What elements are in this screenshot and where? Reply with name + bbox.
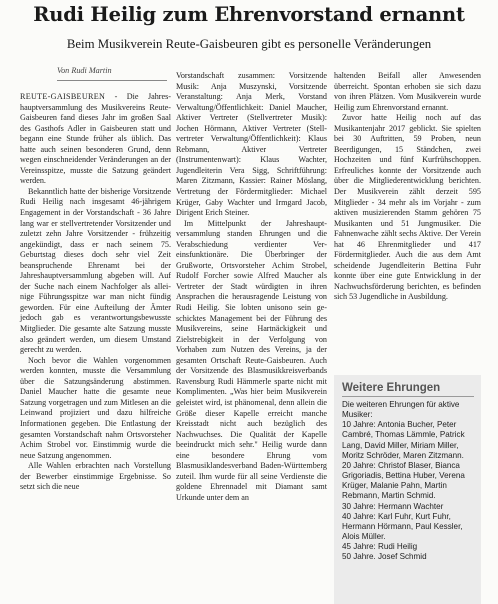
article-column-1: [20, 92, 171, 493]
article-paragraph: Zuvor hatte Heilig noch auf das Musikantenjahr 2017 geblickt. Sie spielten bei 30 Auftritten, 59 Proben, neun Beerdigungen, 15 Ständchen, zwei Hochzeiten und fünf Kurfrühschoppen. Erfreuliches konnte der Vorsitzende auch über die Mitgliederentwicklung berichten. Der Musikverein zählt derzeit 595 Mitglieder - 34 mehr als im Vorjahr - zum aktiven musizierenden Stamm gehören 75 Musikanten und 51 Jungmusiker. Die Fahnenwache zählt sechs Aktive. Der Verein hat 46 Ehrenmitglieder und 417 Fördermitglieder. Auch die aus dem Amt scheidende Jugendleiterin Bettina Fuhr konnte über eine gute Entwicklung in der Nachwuchsförderung berichten, es befinden sich 53 Jugendliche in Ausbildung.: [334, 113, 481, 302]
sidebar-intro: Die weiteren Ehrungen für aktive Musiker:: [342, 400, 460, 420]
honor-entry: 40 Jahre: Karl Fuhr, Kurt Fuhr, Hermann Hörmann, Paul Kessler, Alois Müller.: [342, 511, 463, 542]
sidebar-body: [342, 400, 474, 563]
sidebar-divider: [342, 396, 474, 397]
article-column-3: [334, 71, 481, 303]
article-headline: Rudi Heilig zum Ehrenvorstand ernannt: [33, 3, 465, 26]
article-subhead: Beim Musikverein Reute-Gaisbeuren gibt es personelle Veränderungen: [66, 37, 432, 51]
honor-entry: 30 Jahre: Hermann Wachter: [342, 501, 444, 511]
article-paragraph: Bekanntlich hatte der bisherige Vorsitzende Rudi Heilig nach insgesamt 46-jährigem Engagement in der Vorstandschaft - 36 Jahre lang war er stellvertretender Vorsitzender und zuletzt zehn Jahre Vorsitzender - frühzeitig angekündigt, dass er nach seinem 75. Geburtstag dieses doch sehr viel Zeit beanspruchende Ehrenamt bei der Jahreshauptversammlung abgeben will. Auf der Suche nach einem Nachfolger als alleinige Führungsspitze war man nicht fündig geworden. Für eine Aufteilung der Ämter jedoch gab es verantwortungsbewusste Mitglieder. Die gesamte alte Satzung musste also geändert werden, um diesem Umstand gerecht zu werden.: [20, 186, 171, 355]
article-paragraph: haltenden Beifall aller Anwesenden überreicht. Spontan erhoben sie sich dazu von ihren Plätzen. Vom Musikverein wurde Heilig zum Ehrenvorstand ernannt.: [334, 71, 481, 112]
article-paragraph: Vorstandschaft zusammen: Vorsitzende Musik: Anja Muszynski, Vorsitzende Veranstaltung: Anja Merk, Vorstand Verwaltung/Öffentlichkeit: Daniel Maucher, Aktiver Vertreter (Stellvertreter Musik): Jochen Hörmann, Aktiver Vertreter (Stellvertreter Verwaltung/Öffentlichkeit): Klaus Rebmann, Aktiver Vertreter (Instrumentenwart): Klaus Wachter, Jugendleiterin Vera Sigg, Schriftführung: Maren Zitzmann, Kassier: Rainer Möslang, Vertretung der Fördermitglieder: Michael Krüger, Gaby Wachter und Irmgard Jacob, Dirigent Erich Steiner.: [176, 71, 327, 218]
sidebar-title: Weitere Ehrungen: [342, 382, 441, 394]
honor-entry: 20 Jahre: Christof Blaser, Bianca Grigoriadis, Bettina Huber, Verena Krüger, Malanie Pahn, Martin Rebmann, Martin Schmid.: [342, 460, 465, 501]
honors-sidebar-box: [334, 375, 481, 604]
honor-entry: 50 Jahre. Josef Schmid: [342, 552, 427, 562]
honor-entry: 45 Jahre: Rudi Heilig: [342, 542, 418, 552]
article-dateline: REUTE-GAISBEUREN: [20, 92, 106, 101]
article-paragraph-text: - Die Jahreshauptversammlung des Musikvereins Reute-Gaisbeuren fand dieses Jahr im großen Saal des Gasthofs Adler in Gaisbeuren statt und begann eine Stunde früher als üblich. Das hatte auch seinen besonderen Grund, denn wegen einschneidender Veränderungen an der Vereinsspitze, musste die Satzung geändert werden.: [20, 92, 171, 186]
honor-entry: 10 Jahre: Antonia Bucher, Peter Cambré, Thomas Lämmle, Patrick Lang, David Miller, Miriam Miller, Moritz Schröder, Maren Zitzmann.: [342, 420, 465, 460]
article-paragraph: [20, 92, 171, 187]
article-paragraph: Im Mittelpunkt der Jahreshauptversammlung standen Ehrungen und die Verabschiedung verdienter Vereinsfunktionäre. Die Überbringer der Grußworte, Ortsvorsteher Achim Strobel, Rudolf Forcher sowie Alfred Maucher als Vertreter der Stadt würdigten in ihren Ansprachen die herausragende Leistung von Rudi Heilig. Sie lobten unisono sein geschicktes Management bei der Führung des Musikvereins, seine Hartnäckigkeit und Zielstrebigkeit in der Verfolgung von Vorhaben zum Nutzen des Vereins, ja der gesamten Ortschaft Reute-Gaisbeuren. Auch der Vorsitzende des Blasmusikkreisverbands Ravensburg Rudi Hämmerle sparte nicht mit Komplimenten. „Was hier beim Musikverein geleistet wird, ist phänomenal, denn allein die Größe dieser Kapelle erreicht manche Kreisstadt nicht auch bezüglich des Nachwuchses. Die Qualität der Kapelle beeindruckt mich sehr." Heilig wurde dann eine besondere Ehrung vom Blasmusiklandesverband Baden-Württemberg zuteil. Ihm wurde für all seine Verdienste die goldene Ehrennadel mit Diamant samt Urkunde unter dem an: [176, 218, 327, 502]
article-byline: Von Rudi Martin: [57, 66, 112, 75]
article-paragraph: Alle Wahlen erbrachten nach Vorstellung der Bewerber einstimmige Ergebnisse. So setzt sich die neue: [20, 461, 171, 492]
article-column-2: [176, 71, 327, 503]
byline-divider: [57, 80, 167, 81]
article-paragraph: Noch bevor die Wahlen vorgenommen werden konnten, musste die Versammlung über die Satzungsänderung abstimmen. Daniel Maucher hatte die gesamte neue Satzung vorgetragen und zum Mitlesen an die Leinwand projiziert und dazu hilfreiche Informationen gegeben. Die Entlastung der gesamten Vorstandschaft nahm Ortsvorsteher Achim Strobel vor. Einstimmig wurde die neue Satzung angenommen.: [20, 355, 171, 460]
